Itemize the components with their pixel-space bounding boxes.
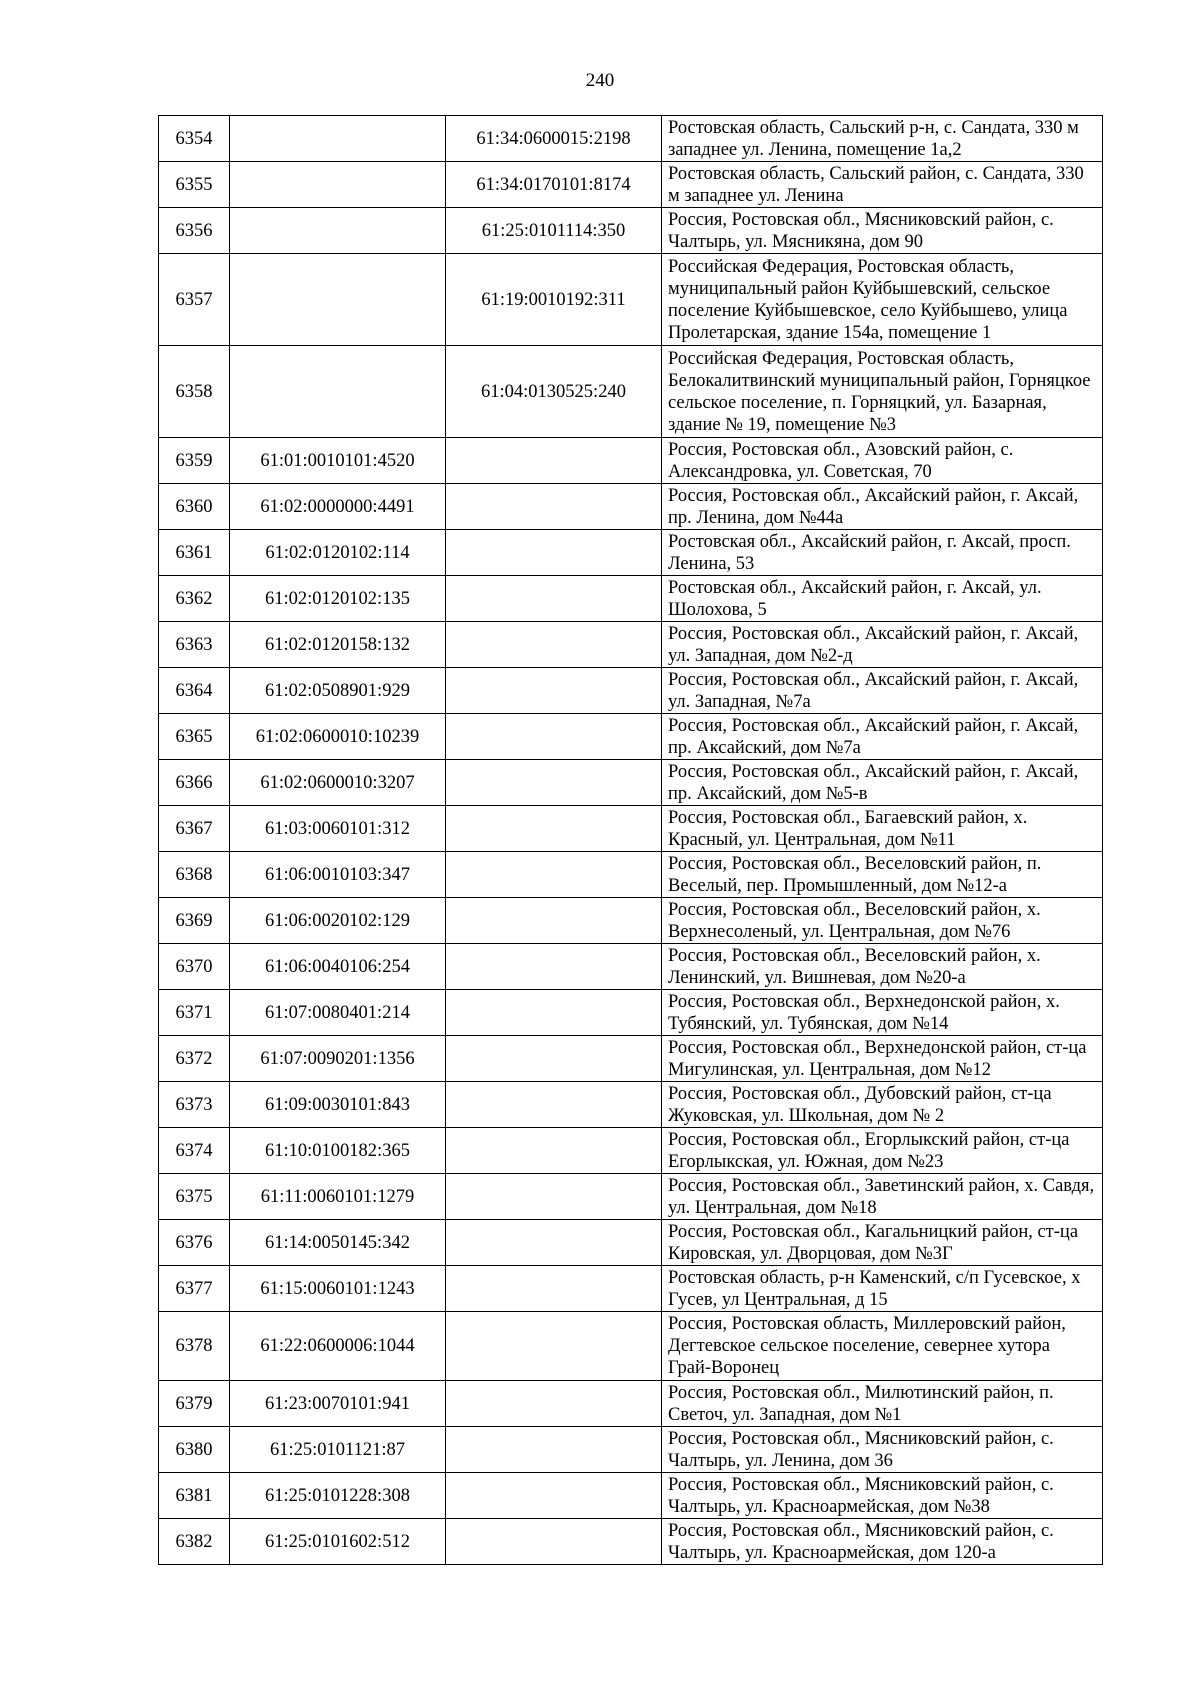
cadastral-number-premises: 61:25:0101114:350 bbox=[446, 208, 662, 254]
table-row bbox=[159, 208, 1103, 254]
cadastral-number-premises bbox=[446, 944, 662, 990]
address: Ростовская область, Сальский район, с. Сандата, 330 м западнее ул. Ленина bbox=[662, 162, 1103, 208]
cadastral-number-premises: 61:34:0600015:2198 bbox=[446, 116, 662, 162]
cadastral-number-building: 61:02:0000000:4491 bbox=[230, 484, 446, 530]
cadastral-number-premises bbox=[446, 1128, 662, 1174]
address: Россия, Ростовская обл., Веселовский район, х. Верхнесоленый, ул. Центральная, дом №76 bbox=[662, 898, 1103, 944]
table-row bbox=[159, 530, 1103, 576]
table-row bbox=[159, 484, 1103, 530]
table-row bbox=[159, 162, 1103, 208]
row-number: 6365 bbox=[159, 714, 230, 760]
cadastral-number-premises bbox=[446, 1312, 662, 1381]
table-row bbox=[159, 254, 1103, 346]
cadastral-number-building: 61:02:0120158:132 bbox=[230, 622, 446, 668]
row-number: 6377 bbox=[159, 1266, 230, 1312]
row-number: 6359 bbox=[159, 438, 230, 484]
property-registry-table bbox=[158, 115, 1103, 1565]
address: Ростовская область, р-н Каменский, с/п Гусевское, х Гусев, ул Центральная, д 15 bbox=[662, 1266, 1103, 1312]
table-row bbox=[159, 668, 1103, 714]
address: Россия, Ростовская область, Миллеровский район, Дегтевское сельское поселение, севернее хутора Грай-Воронец bbox=[662, 1312, 1103, 1381]
cadastral-number-premises bbox=[446, 668, 662, 714]
row-number: 6382 bbox=[159, 1519, 230, 1565]
cadastral-number-building: 61:07:0090201:1356 bbox=[230, 1036, 446, 1082]
cadastral-number-building: 61:22:0600006:1044 bbox=[230, 1312, 446, 1381]
cadastral-number-premises bbox=[446, 990, 662, 1036]
cadastral-number-premises: 61:04:0130525:240 bbox=[446, 346, 662, 438]
cadastral-number-building: 61:03:0060101:312 bbox=[230, 806, 446, 852]
row-number: 6376 bbox=[159, 1220, 230, 1266]
table-row bbox=[159, 438, 1103, 484]
row-number: 6364 bbox=[159, 668, 230, 714]
cadastral-number-building: 61:14:0050145:342 bbox=[230, 1220, 446, 1266]
table-row bbox=[159, 1082, 1103, 1128]
table-row bbox=[159, 1312, 1103, 1381]
table-row bbox=[159, 898, 1103, 944]
row-number: 6379 bbox=[159, 1381, 230, 1427]
cadastral-number-premises: 61:19:0010192:311 bbox=[446, 254, 662, 346]
address: Россия, Ростовская обл., Аксайский район, г. Аксай, пр. Ленина, дом №44а bbox=[662, 484, 1103, 530]
cadastral-number-premises bbox=[446, 1473, 662, 1519]
cadastral-number-premises: 61:34:0170101:8174 bbox=[446, 162, 662, 208]
cadastral-number-building bbox=[230, 162, 446, 208]
cadastral-number-building: 61:10:0100182:365 bbox=[230, 1128, 446, 1174]
table-row bbox=[159, 1036, 1103, 1082]
cadastral-number-premises bbox=[446, 1036, 662, 1082]
address: Россия, Ростовская обл., Егорлыкский район, ст-ца Егорлыкская, ул. Южная, дом №23 bbox=[662, 1128, 1103, 1174]
address: Россия, Ростовская обл., Аксайский район, г. Аксай, ул. Западная, дом №2-д bbox=[662, 622, 1103, 668]
row-number: 6380 bbox=[159, 1427, 230, 1473]
table-row bbox=[159, 990, 1103, 1036]
row-number: 6361 bbox=[159, 530, 230, 576]
cadastral-number-building bbox=[230, 346, 446, 438]
cadastral-number-building: 61:02:0120102:114 bbox=[230, 530, 446, 576]
address: Россия, Ростовская обл., Мясниковский район, с. Чалтырь, ул. Красноармейская, дом 120-а bbox=[662, 1519, 1103, 1565]
cadastral-number-building bbox=[230, 208, 446, 254]
row-number: 6374 bbox=[159, 1128, 230, 1174]
table-row bbox=[159, 1266, 1103, 1312]
cadastral-number-building: 61:11:0060101:1279 bbox=[230, 1174, 446, 1220]
address: Российская Федерация, Ростовская область, Белокалитвинский муниципальный район, Горняцкое сельское поселение, п. Горняцкий, ул. Базарная, здание № 19, помещение №3 bbox=[662, 346, 1103, 438]
table-row bbox=[159, 852, 1103, 898]
address: Российская Федерация, Ростовская область, муниципальный район Куйбышевский, сельское поселение Куйбышевское, село Куйбышево, улица Пролетарская, здание 154а, помещение 1 bbox=[662, 254, 1103, 346]
address: Россия, Ростовская обл., Аксайский район, г. Аксай, пр. Аксайский, дом №5-в bbox=[662, 760, 1103, 806]
cadastral-number-building: 61:25:0101121:87 bbox=[230, 1427, 446, 1473]
table-row bbox=[159, 760, 1103, 806]
table-row bbox=[159, 714, 1103, 760]
row-number: 6362 bbox=[159, 576, 230, 622]
address: Ростовская область, Сальский р-н, с. Сандата, 330 м западнее ул. Ленина, помещение 1а,2 bbox=[662, 116, 1103, 162]
row-number: 6358 bbox=[159, 346, 230, 438]
row-number: 6363 bbox=[159, 622, 230, 668]
address: Россия, Ростовская обл., Верхнедонской район, ст-ца Мигулинская, ул. Центральная, дом №12 bbox=[662, 1036, 1103, 1082]
address: Россия, Ростовская обл., Мясниковский район, с. Чалтырь, ул. Мясникяна, дом 90 bbox=[662, 208, 1103, 254]
cadastral-number-premises bbox=[446, 1082, 662, 1128]
row-number: 6367 bbox=[159, 806, 230, 852]
address: Россия, Ростовская обл., Кагальницкий район, ст-ца Кировская, ул. Дворцовая, дом №3Г bbox=[662, 1220, 1103, 1266]
cadastral-number-building: 61:15:0060101:1243 bbox=[230, 1266, 446, 1312]
row-number: 6375 bbox=[159, 1174, 230, 1220]
cadastral-number-building: 61:07:0080401:214 bbox=[230, 990, 446, 1036]
cadastral-number-premises bbox=[446, 438, 662, 484]
cadastral-number-premises bbox=[446, 714, 662, 760]
address: Россия, Ростовская обл., Аксайский район, г. Аксай, пр. Аксайский, дом №7а bbox=[662, 714, 1103, 760]
address: Россия, Ростовская обл., Аксайский район, г. Аксай, ул. Западная, №7а bbox=[662, 668, 1103, 714]
cadastral-number-building: 61:09:0030101:843 bbox=[230, 1082, 446, 1128]
row-number: 6372 bbox=[159, 1036, 230, 1082]
cadastral-number-premises bbox=[446, 1174, 662, 1220]
table-row bbox=[159, 1220, 1103, 1266]
cadastral-number-premises bbox=[446, 806, 662, 852]
address: Россия, Ростовская обл., Мясниковский район, с. Чалтырь, ул. Ленина, дом 36 bbox=[662, 1427, 1103, 1473]
table-row bbox=[159, 622, 1103, 668]
cadastral-number-building: 61:06:0040106:254 bbox=[230, 944, 446, 990]
cadastral-number-building: 61:02:0508901:929 bbox=[230, 668, 446, 714]
address: Россия, Ростовская обл., Азовский район, с. Александровка, ул. Советская, 70 bbox=[662, 438, 1103, 484]
cadastral-number-building: 61:23:0070101:941 bbox=[230, 1381, 446, 1427]
address: Ростовская обл., Аксайский район, г. Аксай, просп. Ленина, 53 bbox=[662, 530, 1103, 576]
cadastral-number-building: 61:02:0120102:135 bbox=[230, 576, 446, 622]
cadastral-number-premises bbox=[446, 622, 662, 668]
address: Россия, Ростовская обл., Верхнедонской район, х. Тубянский, ул. Тубянская, дом №14 bbox=[662, 990, 1103, 1036]
row-number: 6356 bbox=[159, 208, 230, 254]
cadastral-number-premises bbox=[446, 484, 662, 530]
cadastral-number-premises bbox=[446, 1381, 662, 1427]
table-row bbox=[159, 1427, 1103, 1473]
row-number: 6354 bbox=[159, 116, 230, 162]
address: Россия, Ростовская обл., Веселовский район, х. Ленинский, ул. Вишневая, дом №20-а bbox=[662, 944, 1103, 990]
row-number: 6378 bbox=[159, 1312, 230, 1381]
table-row bbox=[159, 806, 1103, 852]
cadastral-number-building: 61:06:0020102:129 bbox=[230, 898, 446, 944]
address: Ростовская обл., Аксайский район, г. Аксай, ул. Шолохова, 5 bbox=[662, 576, 1103, 622]
row-number: 6373 bbox=[159, 1082, 230, 1128]
cadastral-number-building: 61:25:0101602:512 bbox=[230, 1519, 446, 1565]
row-number: 6355 bbox=[159, 162, 230, 208]
row-number: 6369 bbox=[159, 898, 230, 944]
row-number: 6366 bbox=[159, 760, 230, 806]
cadastral-number-building: 61:01:0010101:4520 bbox=[230, 438, 446, 484]
address: Россия, Ростовская обл., Заветинский район, х. Савдя, ул. Центральная, дом №18 bbox=[662, 1174, 1103, 1220]
address: Россия, Ростовская обл., Веселовский район, п. Веселый, пер. Промышленный, дом №12-а bbox=[662, 852, 1103, 898]
row-number: 6368 bbox=[159, 852, 230, 898]
address: Россия, Ростовская обл., Мясниковский район, с. Чалтырь, ул. Красноармейская, дом №38 bbox=[662, 1473, 1103, 1519]
table-row bbox=[159, 116, 1103, 162]
cadastral-number-premises bbox=[446, 898, 662, 944]
cadastral-number-building: 61:06:0010103:347 bbox=[230, 852, 446, 898]
cadastral-number-premises bbox=[446, 530, 662, 576]
address: Россия, Ростовская обл., Милютинский район, п. Светоч, ул. Западная, дом №1 bbox=[662, 1381, 1103, 1427]
cadastral-number-building: 61:02:0600010:10239 bbox=[230, 714, 446, 760]
cadastral-number-building bbox=[230, 254, 446, 346]
page-number: 240 bbox=[585, 70, 615, 91]
cadastral-number-premises bbox=[446, 576, 662, 622]
cadastral-number-building: 61:25:0101228:308 bbox=[230, 1473, 446, 1519]
table-row bbox=[159, 1381, 1103, 1427]
table-row bbox=[159, 1473, 1103, 1519]
cadastral-number-premises bbox=[446, 1220, 662, 1266]
row-number: 6381 bbox=[159, 1473, 230, 1519]
address: Россия, Ростовская обл., Багаевский район, х. Красный, ул. Центральная, дом №11 bbox=[662, 806, 1103, 852]
table-row bbox=[159, 944, 1103, 990]
cadastral-number-premises bbox=[446, 760, 662, 806]
row-number: 6360 bbox=[159, 484, 230, 530]
row-number: 6357 bbox=[159, 254, 230, 346]
row-number: 6370 bbox=[159, 944, 230, 990]
cadastral-number-premises bbox=[446, 852, 662, 898]
table-row bbox=[159, 576, 1103, 622]
table-row bbox=[159, 1174, 1103, 1220]
row-number: 6371 bbox=[159, 990, 230, 1036]
table-row bbox=[159, 346, 1103, 438]
address: Россия, Ростовская обл., Дубовский район, ст-ца Жуковская, ул. Школьная, дом № 2 bbox=[662, 1082, 1103, 1128]
table-row bbox=[159, 1128, 1103, 1174]
cadastral-number-building: 61:02:0600010:3207 bbox=[230, 760, 446, 806]
cadastral-number-premises bbox=[446, 1519, 662, 1565]
cadastral-number-premises bbox=[446, 1266, 662, 1312]
cadastral-number-building bbox=[230, 116, 446, 162]
cadastral-number-premises bbox=[446, 1427, 662, 1473]
table-row bbox=[159, 1519, 1103, 1565]
